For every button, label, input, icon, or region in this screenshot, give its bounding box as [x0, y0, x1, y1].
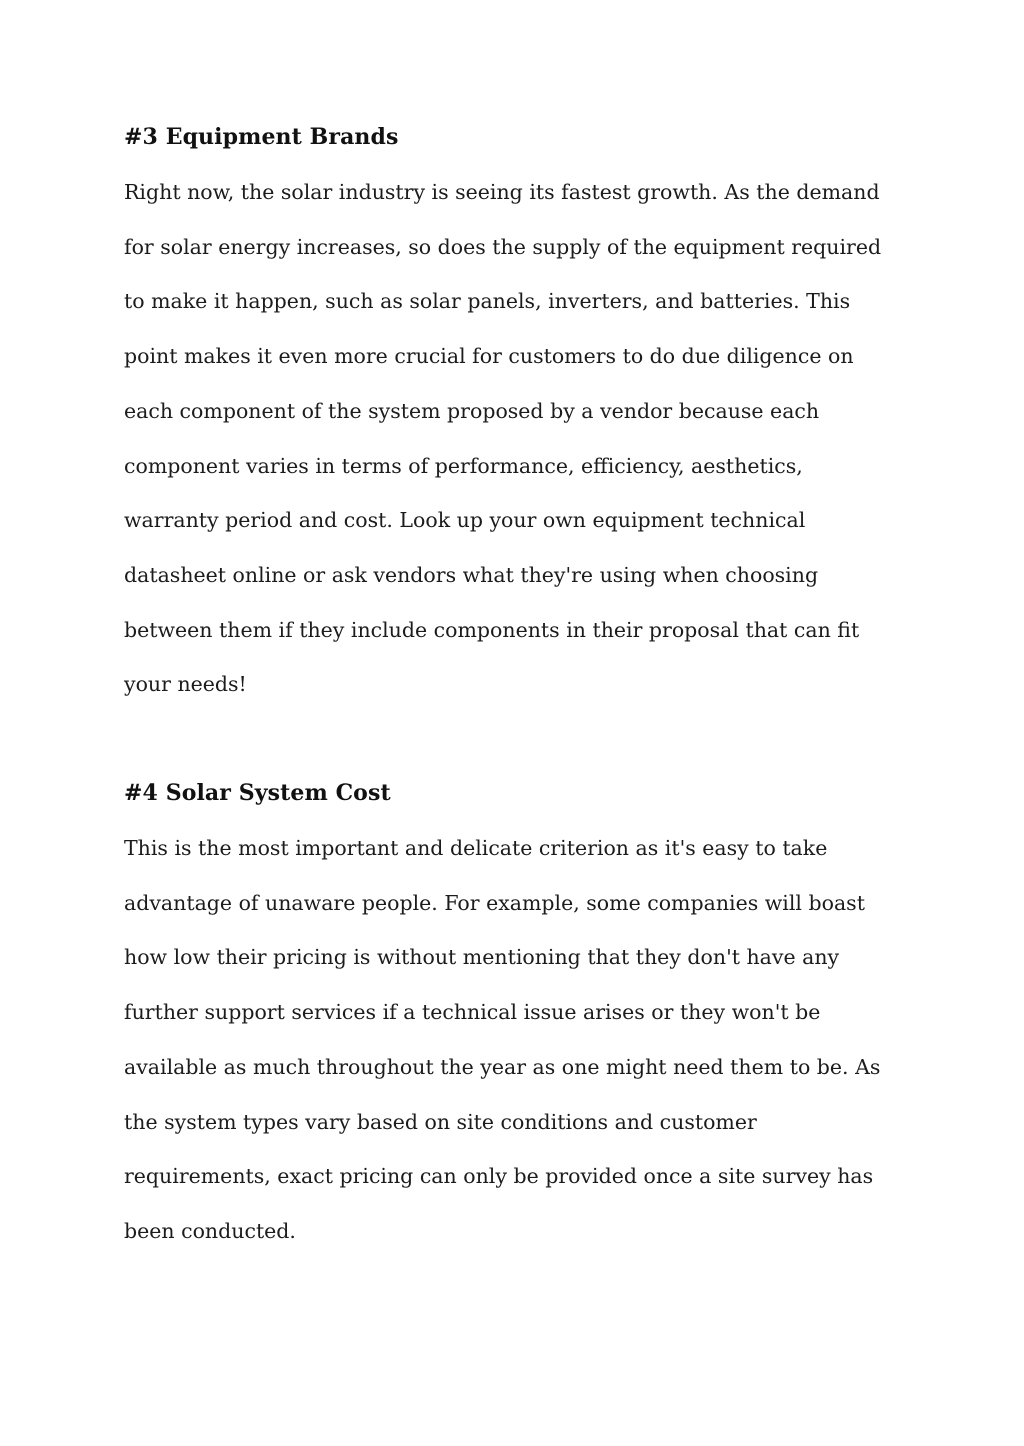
paragraph-line: point makes it even more crucial for customers to do due diligence on [124, 344, 854, 369]
paragraph-line: warranty period and cost. Look up your own equipment technical [124, 508, 806, 533]
section-equipment-brands [124, 122, 904, 712]
paragraph-line: requirements, exact pricing can only be provided once a site survey has [124, 1164, 874, 1189]
paragraph-line: component varies in terms of performance, efficiency, aesthetics, [124, 453, 803, 478]
paragraph-line: each component of the system proposed by a vendor because each [124, 398, 820, 423]
paragraph-line: further support services if a technical issue arises or they won't be [124, 1000, 821, 1025]
paragraph-line: your needs! [124, 672, 247, 697]
section-heading: #3 Equipment Brands [124, 124, 399, 150]
section-solar-system-cost [124, 778, 904, 1259]
paragraph-line: advantage of unaware people. For example, some companies will boast [124, 890, 865, 915]
paragraph-line: Right now, the solar industry is seeing its fastest growth. As the demand [124, 180, 880, 204]
paragraph-line: been conducted. [124, 1218, 296, 1243]
paragraph-line: datasheet online or ask vendors what they're using when choosing [124, 562, 819, 587]
section-paragraph [124, 165, 904, 712]
paragraph-line: This is the most important and delicate criterion as it's easy to take [124, 836, 828, 860]
paragraph-line: between them if they include components in their proposal that can fit [124, 617, 860, 642]
paragraph-line: to make it happen, such as solar panels, inverters, and batteries. This [124, 289, 851, 314]
paragraph-line: available as much throughout the year as one might need them to be. As [124, 1054, 881, 1079]
paragraph-line: the system types vary based on site conditions and customer [124, 1109, 757, 1134]
paragraph-line: for solar energy increases, so does the supply of the equipment required [124, 234, 882, 259]
section-paragraph [124, 821, 904, 1259]
paragraph-line: how low their pricing is without mentioning that they don't have any [124, 945, 840, 970]
section-heading: #4 Solar System Cost [124, 780, 391, 806]
